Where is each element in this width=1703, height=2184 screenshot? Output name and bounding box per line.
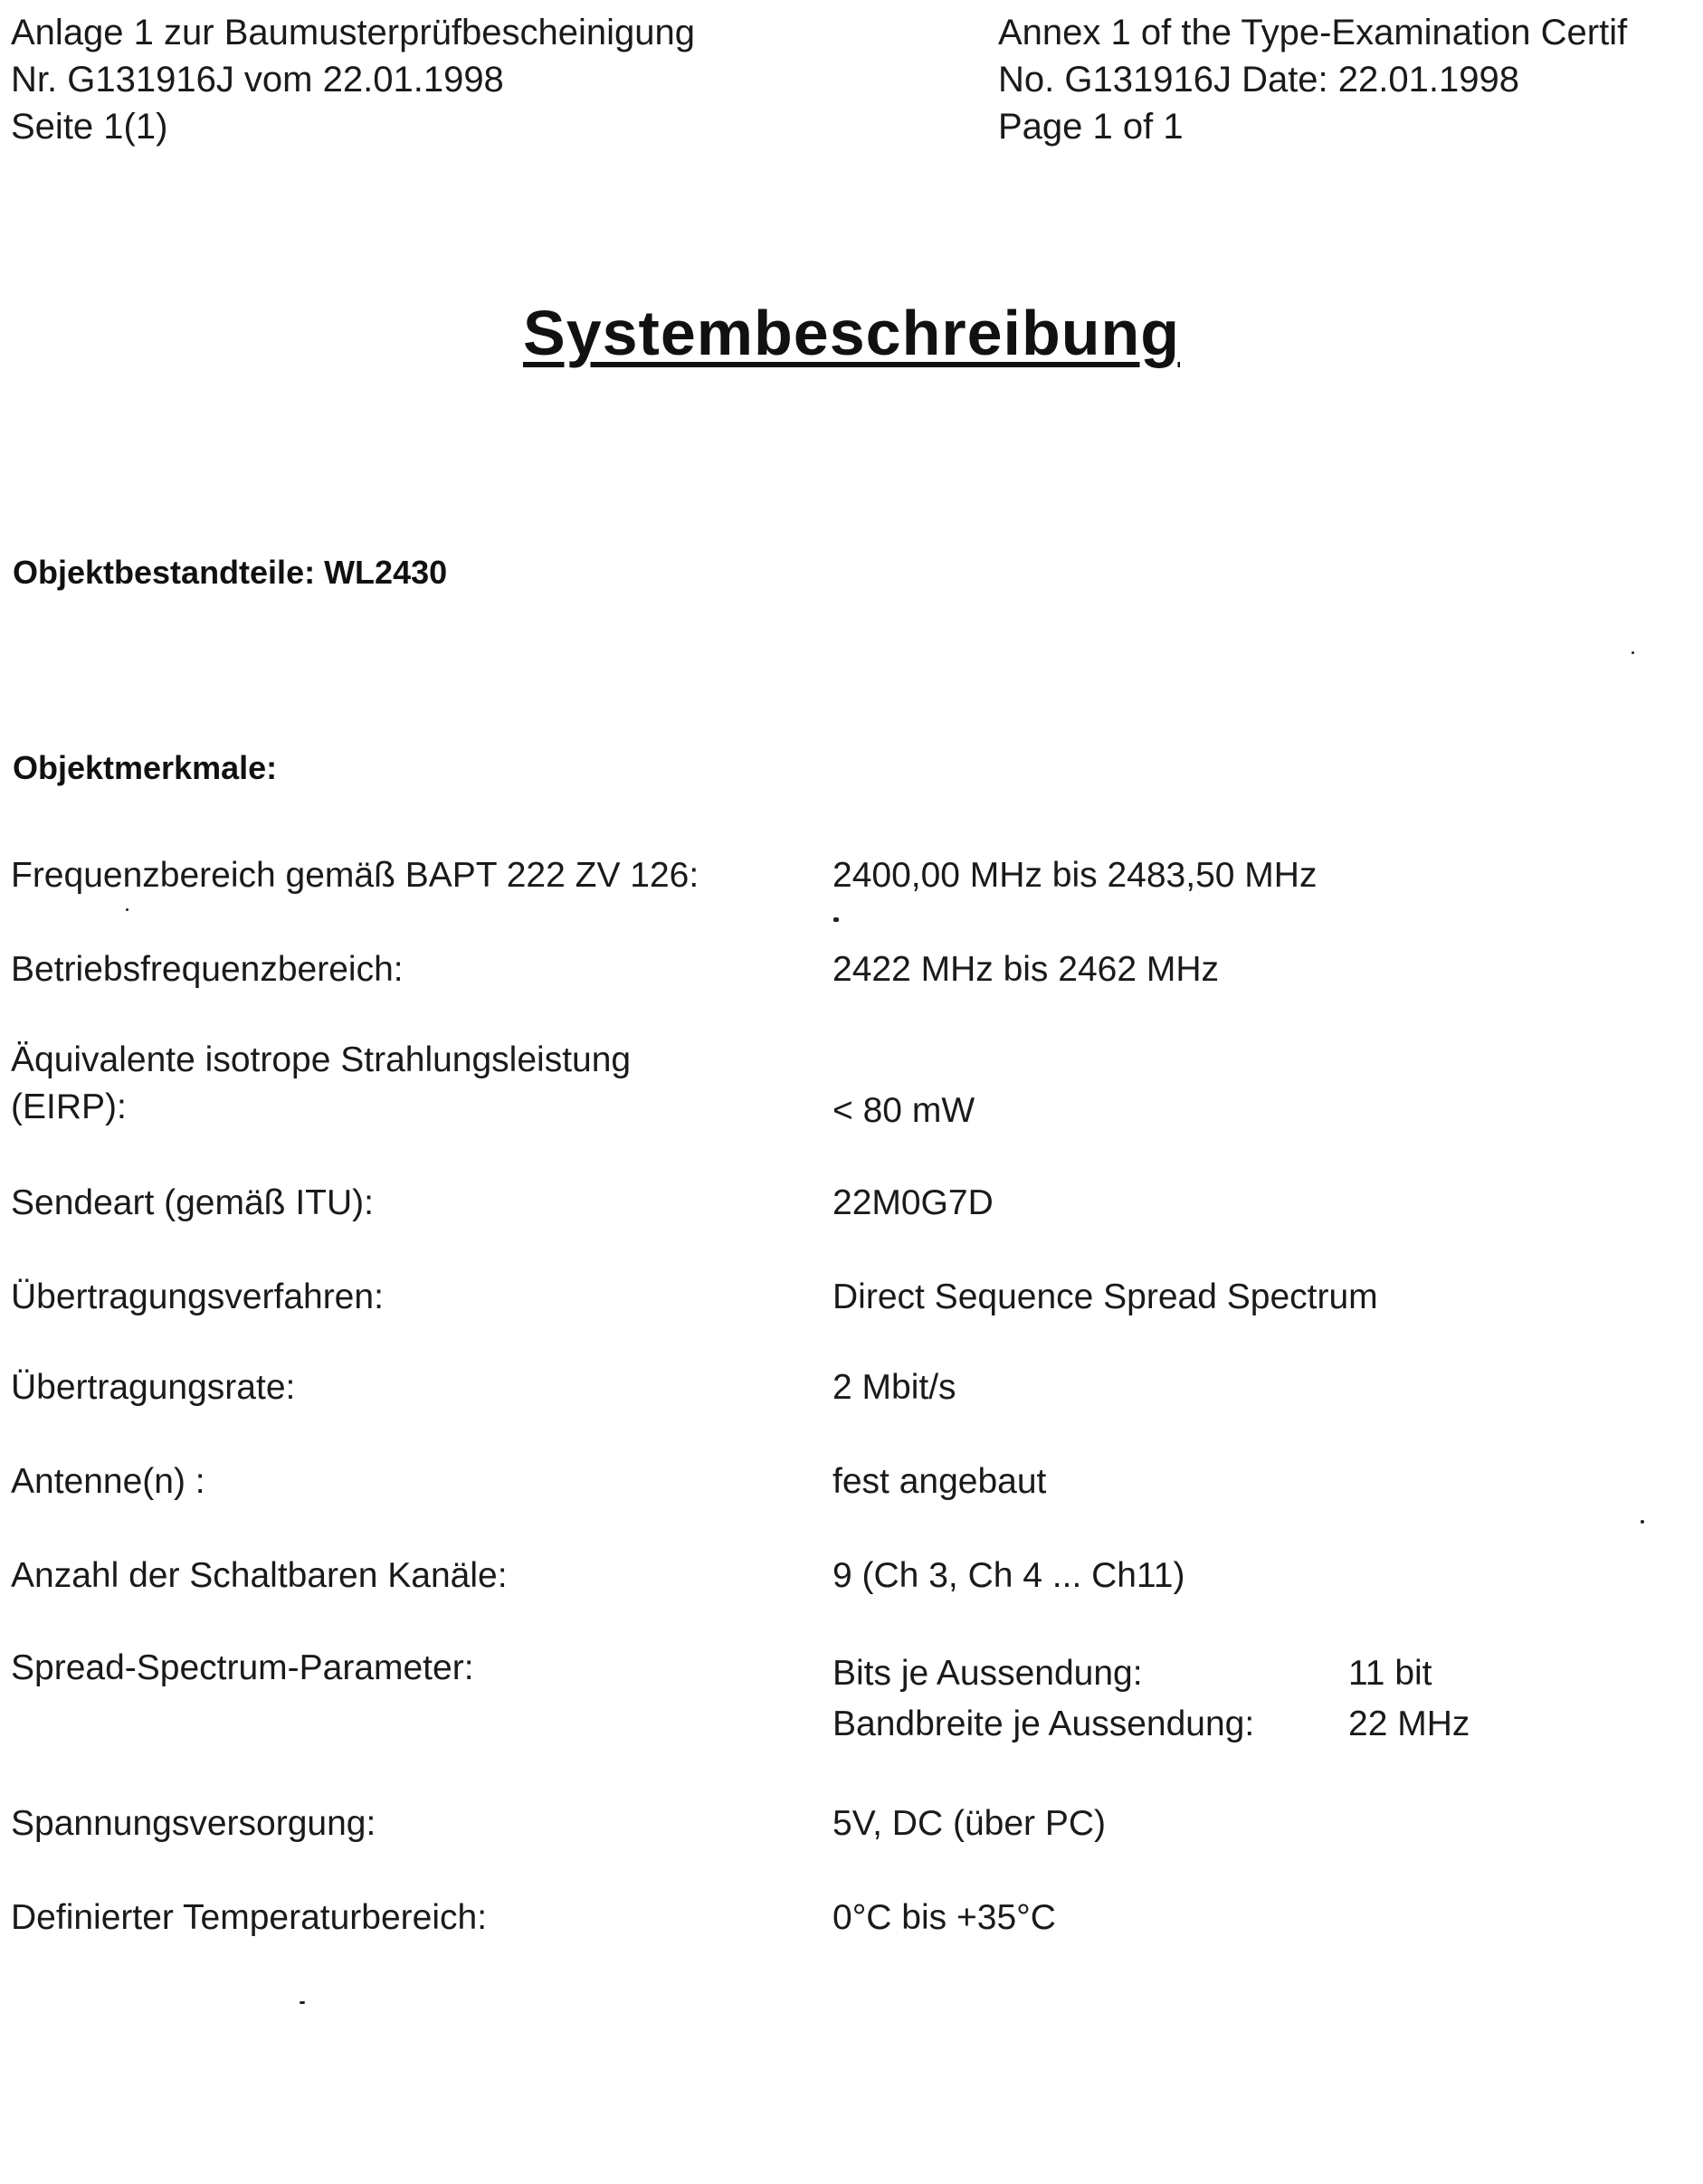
property-value: 9 (Ch 3, Ch 4 ... Ch11) bbox=[832, 1556, 1185, 1595]
page-title: Systembeschreibung bbox=[523, 298, 1180, 368]
property-value: < 80 mW bbox=[832, 1091, 975, 1130]
property-value: 2400,00 MHz bis 2483,50 MHz bbox=[832, 856, 1318, 895]
header-right-line2: No. G131916J Date: 22.01.1998 bbox=[998, 60, 1519, 100]
property-label: Sendeart (gemäß ITU): bbox=[11, 1183, 374, 1222]
scan-speck bbox=[300, 2001, 305, 2004]
header-left bbox=[11, 9, 695, 150]
sub-parameter-value: 22 MHz bbox=[1348, 1704, 1470, 1743]
header-right bbox=[998, 9, 1627, 150]
property-label-line1: Äquivalente isotrope Strahlungsleistung bbox=[11, 1040, 632, 1079]
header-left-line2: Nr. G131916J vom 22.01.1998 bbox=[11, 60, 504, 100]
sub-parameter-label: Bits je Aussendung: bbox=[832, 1654, 1143, 1693]
property-row-spread-spectrum bbox=[11, 1645, 1685, 1753]
scan-speck bbox=[1641, 1520, 1644, 1524]
components-heading: Objektbestandteile: WL2430 bbox=[13, 554, 448, 591]
property-label: Antenne(n) : bbox=[11, 1462, 205, 1501]
property-label-line2: (EIRP): bbox=[11, 1087, 127, 1126]
property-value: 5V, DC (über PC) bbox=[832, 1804, 1107, 1843]
property-label: Spread-Spectrum-Parameter: bbox=[11, 1648, 474, 1687]
property-label: Übertragungsrate: bbox=[11, 1368, 296, 1407]
property-label: Betriebsfrequenzbereich: bbox=[11, 950, 404, 989]
property-label: Definierter Temperaturbereich: bbox=[11, 1898, 488, 1937]
header-left-line1: Anlage 1 zur Baumusterprüfbescheinigung bbox=[11, 13, 696, 52]
features-heading: Objektmerkmale: bbox=[13, 749, 278, 786]
property-label: Übertragungsverfahren: bbox=[11, 1277, 384, 1316]
property-value: fest angebaut bbox=[832, 1462, 1047, 1501]
property-label: Frequenzbereich gemäß BAPT 222 ZV 126: bbox=[11, 856, 699, 895]
sub-parameter-label: Bandbreite je Aussendung: bbox=[832, 1704, 1255, 1743]
property-value: 22M0G7D bbox=[832, 1183, 994, 1222]
property-value: 2 Mbit/s bbox=[832, 1368, 956, 1407]
property-label: Anzahl der Schaltbaren Kanäle: bbox=[11, 1556, 508, 1595]
property-value: 2422 MHz bis 2462 MHz bbox=[832, 950, 1220, 989]
header-left-line3: Seite 1(1) bbox=[11, 107, 168, 147]
property-value: 0°C bis +35°C bbox=[832, 1898, 1056, 1937]
scan-speck bbox=[833, 917, 839, 922]
scan-speck bbox=[1632, 651, 1634, 654]
property-label: Spannungsversorgung: bbox=[11, 1804, 376, 1843]
sub-parameter-value: 11 bit bbox=[1348, 1654, 1432, 1693]
property-row-eirp bbox=[11, 1037, 1685, 1136]
header-right-line1: Annex 1 of the Type-Examination Certif bbox=[998, 13, 1628, 52]
property-value: Direct Sequence Spread Spectrum bbox=[832, 1277, 1378, 1316]
header-right-line3: Page 1 of 1 bbox=[998, 107, 1184, 147]
scan-speck bbox=[126, 908, 128, 911]
